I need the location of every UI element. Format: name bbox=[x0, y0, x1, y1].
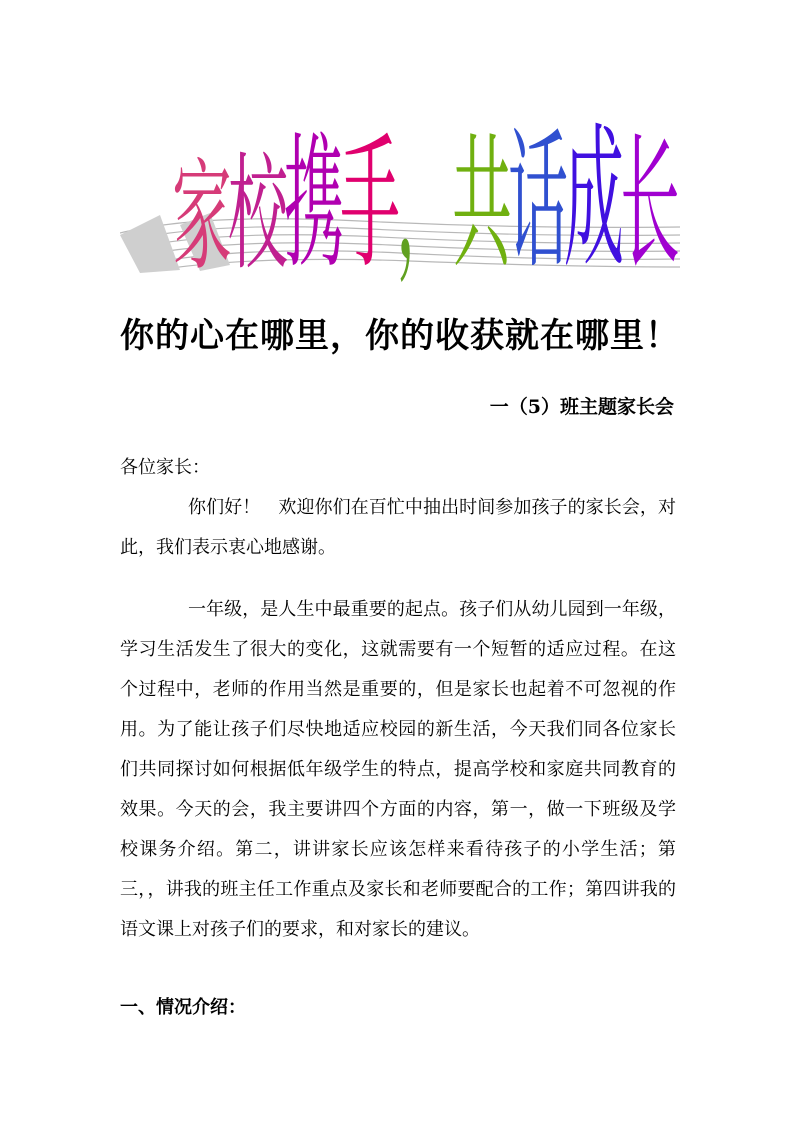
banner-char: 长 bbox=[620, 118, 680, 289]
banner-title bbox=[172, 107, 680, 290]
banner-char: ， bbox=[396, 126, 456, 289]
wordart-banner bbox=[120, 95, 680, 290]
paragraph-welcome: 你们好！ 欢迎你们在百忙中抽出时间参加孩子的家长会，对此，我们表示衷心地感谢。 bbox=[120, 497, 676, 558]
banner-char: 话 bbox=[508, 113, 568, 289]
meeting-subtitle: 一（5）班主题家长会 bbox=[489, 396, 674, 418]
banner-char: 校 bbox=[228, 140, 288, 287]
paragraph-main: 一年级，是人生中最重要的起点。孩子们从幼儿园到一年级，学习生活发生了很大的变化，这就需要有一个短暂的适应过程。在这个过程中，老师的作用当然是重要的，但是家长也起着不可忽视的作用。为了能让孩子们尽快地适应校园的新生活，今天我们同各位家长们共同探讨如何根据低年级学生的特点，提高学校和家庭共同教育的效果。今天的会，我主要讲四个方面的内容，第一，做一下班级及学校课务介绍。第二，讲讲家长应该怎样来看待孩子的小学生活；第三，，讲我的班主任工作重点及家长和老师要配合的工作；第四讲我的语文课上对孩子们的要求，和对家长的建议。 bbox=[120, 599, 676, 940]
banner-char: 共 bbox=[452, 118, 512, 289]
banner-char: 携 bbox=[284, 118, 344, 289]
banner-char: 家 bbox=[172, 146, 232, 287]
section-heading: 一、情况介绍： bbox=[120, 997, 246, 1018]
page-headline: 你的心在哪里，你的收获就在哪里！ bbox=[120, 316, 680, 356]
banner-char: 手 bbox=[340, 118, 400, 289]
banner-char: 成 bbox=[564, 108, 624, 290]
greeting: 各位家长： bbox=[120, 457, 210, 478]
